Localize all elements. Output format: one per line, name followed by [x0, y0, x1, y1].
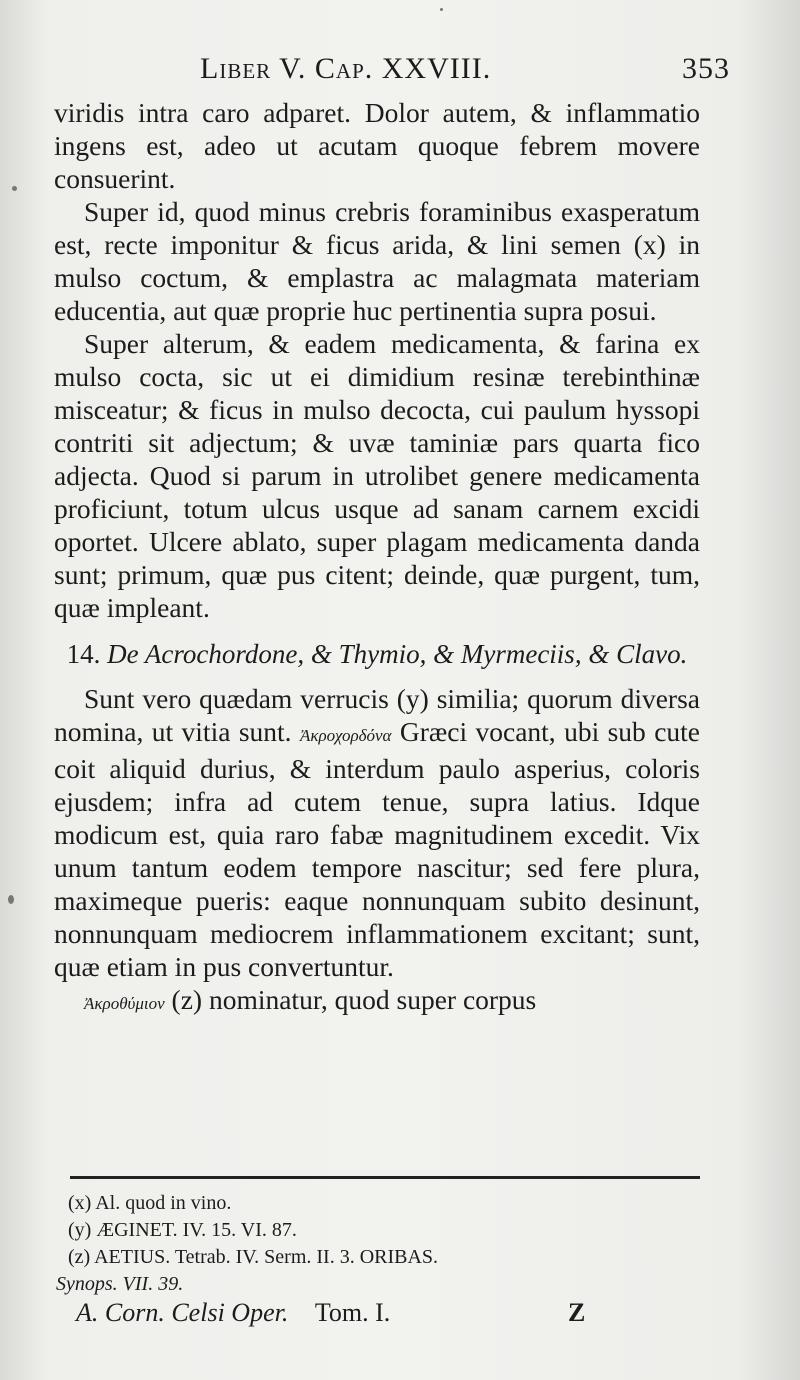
- page-header: [60, 52, 730, 92]
- main-text: [54, 96, 700, 1020]
- running-head: Liber V. Cap. XXVIII.: [200, 52, 492, 85]
- footnote-continuation: Synops. VII. 39.: [56, 1273, 184, 1295]
- chapter-heading: [54, 638, 700, 670]
- ink-speck: [12, 186, 17, 191]
- paragraph-2: Super id, quod minus crebris foraminibus exasperatum est, recte imponitur & ficus arida, & lini semen (x) in mulso coctum, & emplastra ac malagmata materiam educentia, aut quæ proprie huc pertinentia supra posui.: [54, 196, 700, 326]
- chapter-number: 14.: [66, 639, 101, 669]
- paragraph-5: [54, 983, 700, 1020]
- paragraph-3: Super alterum, & eadem medicamenta, & farina ex mulso cocta, sic ut ei dimidium resinæ terebinthinæ misceatur; & ficus in mulso decocta, cui paulum hyssopi contriti sit adjectum; & uvæ taminiæ pars quarta fico adjecta. Quod si parum in utrolibet genere medicamenta proficiunt, totum ulcus usque ad sanam carnem excidi oportet. Ulcere ablato, super plagam medicamenta danda sunt; primum, quæ pus citent; deinde, quæ purgent, tum, quæ impleant.: [54, 328, 700, 623]
- signature-letter: Z: [568, 1298, 586, 1327]
- signature-title: A. Corn. Celsi Oper.: [76, 1298, 289, 1327]
- paragraph-5-text: (z) nominatur, quod super corpus: [171, 984, 537, 1015]
- chapter-title: De Acrochordone, & Thymio, & Myrmeciis, & Clavo.: [107, 639, 688, 669]
- footnote-x: (x) Al. quod in vino.: [68, 1192, 232, 1214]
- paragraph-4-end: Græci vocant, ubi sub cute coit aliquid durius, & interdum paulo asperius, coloris ejusdem; infra ad cutem tenue, supra latius. Idque modicum est, quia raro fabæ magnitudinem excedit. Vix unum tantum eodem tempore nascitur; sed fere plura, maximeque pueris: eaque nonnunquam subito desinunt, nonnunquam mediocrem inflammationem excitant; sunt, quæ etiam in pus convertuntur.: [54, 716, 701, 982]
- footnote-y: (y) ÆGINET. IV. 15. VI. 87.: [68, 1219, 297, 1241]
- ink-speck: [8, 895, 14, 904]
- paragraph-4: [54, 682, 700, 983]
- footnotes: [56, 1190, 700, 1298]
- signature-line: [76, 1298, 700, 1338]
- signature-tome: Tom. I.: [314, 1298, 391, 1327]
- paragraph-4-start: Sunt vero quædam verrucis (y) similia; quorum diversa nomina, ut vitia sunt.: [54, 683, 700, 747]
- greek-term-acrochordon: Ἀκροχορδόνα: [299, 726, 392, 745]
- paragraph-1: viridis intra caro adparet. Dolor autem, & inflammatio ingens est, adeo ut acutam quoque febrem movere consuerint.: [54, 97, 700, 194]
- page-number: 353: [682, 52, 730, 85]
- greek-term-acrothymion: Ἀκροθύμιον: [84, 994, 165, 1013]
- footnote-z: (z) AETIUS. Tetrab. IV. Serm. II. 3. ORIBAS.: [68, 1246, 439, 1268]
- footnote-rule: [70, 1176, 700, 1179]
- ink-speck: [440, 8, 443, 11]
